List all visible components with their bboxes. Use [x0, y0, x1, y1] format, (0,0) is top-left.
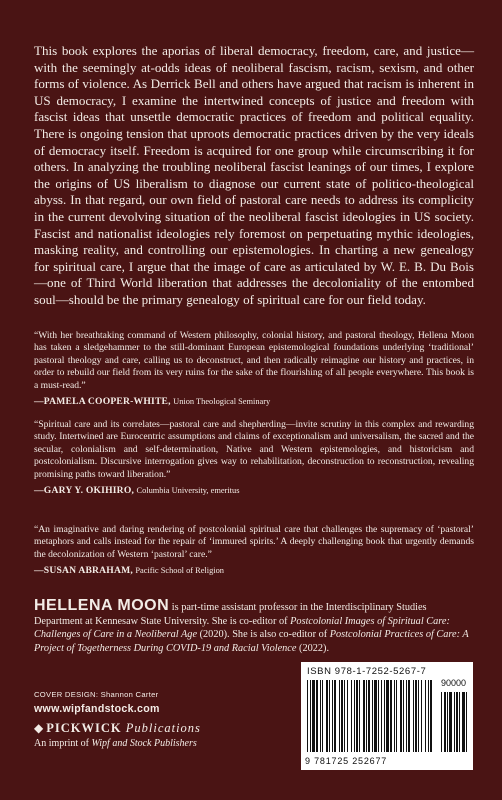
- barcode-bar: [400, 680, 402, 752]
- barcode-bar: [430, 680, 432, 752]
- barcode-bar: [408, 680, 410, 752]
- barcode-bar: [332, 680, 333, 752]
- barcode-bar: [329, 680, 330, 752]
- endorsement-quote: “With her breathtaking command of Western philosophy, colonial history, and pastoral theology, Hellena Moon has taken a sledgehammer to the still-dominant European epistemological foundations underlying ‘traditional’ pastoral theology and care, calling us to deconstruct, and then radically reimagine our history and practices, in order to rebuild our field from its very ruins for the sake of the flourishing of all people everywhere. This book is a must-read.”: [34, 330, 474, 391]
- publisher-name-suffix: Publications: [121, 721, 201, 735]
- barcode-bar: [384, 680, 385, 752]
- barcode-bar: [386, 680, 389, 752]
- author-bio-text: is part-time assistant professor in the Interdisciplinary Studies Department at Kennesaw State University. She is co-editor of: [34, 602, 427, 627]
- endorser: [34, 396, 474, 408]
- barcode-bar: [418, 680, 419, 752]
- barcode-addon-bar: [466, 692, 467, 752]
- barcode-bar: [359, 680, 360, 752]
- barcode-bar: [374, 680, 377, 752]
- barcode-bar: [394, 680, 395, 752]
- barcode-bar: [347, 680, 348, 752]
- book-title-2: Postcolonial Practices of Care: A Project of Togetherness During COVID-19 and Racial Violence: [34, 629, 469, 654]
- barcode-bar: [415, 680, 417, 752]
- barcode-bar: [351, 680, 352, 752]
- endorser-name: —GARY Y. OKIHIRO,: [34, 485, 135, 497]
- barcode-bar: [363, 680, 365, 752]
- isbn-label: ISBN 978-1-7252-5267-7: [307, 666, 427, 677]
- barcode-icon: [305, 680, 469, 756]
- barcode-addon-bar: [462, 692, 465, 752]
- barcode-bar: [421, 680, 422, 752]
- publisher-logo: [34, 721, 254, 736]
- author-name: HELLENA MOON: [34, 597, 170, 614]
- barcode-bar: [312, 680, 315, 752]
- credits: [34, 690, 254, 749]
- endorser: [34, 565, 474, 577]
- endorser-affiliation: Columbia University, emeritus: [136, 486, 240, 496]
- endorser-affiliation: Union Theological Seminary: [173, 397, 271, 407]
- barcode-bar: [307, 680, 308, 752]
- barcode-bar: [316, 680, 318, 752]
- barcode-bar: [334, 680, 336, 752]
- barcode-bar: [366, 680, 367, 752]
- barcode-addon-bar: [447, 692, 448, 752]
- endorser-name: —PAMELA COOPER-WHITE,: [34, 396, 171, 408]
- book-title-1: Postcolonial Images of Spiritual Care: Challenges of Care in a Neoliberal Age: [34, 615, 450, 641]
- imprint-line: [34, 738, 254, 749]
- endorsement-3: [34, 524, 474, 578]
- cover-design-credit: COVER DESIGN: Shannon Carter: [34, 690, 159, 699]
- imprint-publisher: Wipf and Stock Publishers: [91, 738, 197, 749]
- pickwick-logo-icon: ◆: [34, 721, 45, 735]
- barcode-bar: [390, 680, 392, 752]
- price-code: 90000: [441, 678, 467, 688]
- endorsement-quote: “An imaginative and daring rendering of postcolonial spiritual care that challenges the supremacy of ‘pastoral’ metaphors and calls instead for the repair of ‘immured spirits.’ A deeply challenging book that urgently demands the decolonization of Western ‘pastoral’ care.”: [34, 524, 474, 560]
- isbn-barcode: [301, 662, 473, 770]
- endorsement-1: [34, 330, 474, 408]
- publisher-website: www.wipfandstock.com: [34, 703, 160, 715]
- barcode-bar: [344, 680, 345, 752]
- endorsement-quote: “Spiritual care and its correlates—pastoral care and shepherding—invite scrutiny in this complex and rewarding study. Intertwined are Eurocentric assumptions and claims of exceptionalism and universalism, the sacred and the secular, colonialism and self-determination, Native and Western epistemologies, and historicism and postcolonialism. Discursive interrogation gives way to rehabilitation, deconstruction to reconstruction, revealing promising paths toward liberation.”: [34, 419, 474, 480]
- barcode-bar: [320, 680, 321, 752]
- barcode-bar: [413, 680, 414, 752]
- barcode-bar: [403, 680, 404, 752]
- barcode-bar: [425, 680, 426, 752]
- barcode-addon-bar: [444, 692, 446, 752]
- endorser: [34, 485, 474, 497]
- endorsement-2: [34, 419, 474, 497]
- barcode-bar: [406, 680, 407, 752]
- author-bio-text: (2022).: [296, 642, 330, 654]
- barcode-digits: 9 781725 252677: [305, 756, 388, 766]
- barcode-addon-bar: [441, 692, 442, 752]
- barcode-bar: [396, 680, 397, 752]
- barcode-bar: [381, 680, 382, 752]
- endorser-affiliation: Pacific School of Religion: [135, 566, 224, 576]
- barcode-bar: [354, 680, 355, 752]
- barcode-bar: [341, 680, 343, 752]
- barcode-bar: [356, 680, 358, 752]
- imprint-prefix: An imprint of: [34, 738, 92, 749]
- barcode-bar: [326, 680, 328, 752]
- publisher-name: PICKWICK: [46, 721, 122, 735]
- author-bio-text: (2020). She is also co-editor of: [197, 629, 330, 641]
- barcode-bar: [322, 680, 323, 752]
- barcode-addon-bar: [449, 692, 452, 752]
- barcode-bar: [372, 680, 373, 752]
- barcode-bar: [339, 680, 340, 752]
- author-bio: [34, 599, 474, 655]
- barcode-bar: [378, 680, 379, 752]
- barcode-addon-bar: [456, 692, 458, 752]
- barcode-bar: [310, 680, 311, 752]
- book-summary: This book explores the aporias of liberal democracy, freedom, care, and justice—with the seemingly at-odds ideas of neoliberal fascism, racism, sexism, and other forms of violence. As Derrick Bell and others have argued that racism is inherent in US democracy, I examine the intertwined concepts of justice and freedom with fascist ideas that unsettle democratic practices of freedom and political equality. There is ongoing tension that uproots democratic practices driven by the very ideals of democracy itself. Freedom is acquired for one group while circumscribing it for others. In analyzing the troubling neoliberal fascist leanings of our times, I explore the origins of US liberalism to diagnose our current state of politico-theological abyss. In that regard, our own field of pastoral care needs to address its complicity in the current devolving situation of the neoliberal fascist ideologies in US society. Fascist and nationalist ideologies rely foremost on perpetuating mythic ideologies, masking reality, and controlling our epistemologies. In charting a new genealogy for spiritual care, I argue that the image of care as articulated by W. E. B. Du Bois—one of Third World liberation that addresses the decoloniality of the entombed soul—should be the primary genealogy of spiritual care for our field today.: [34, 43, 474, 307]
- barcode-addon-bar: [454, 692, 455, 752]
- barcode-bar: [428, 680, 429, 752]
- endorser-name: —SUSAN ABRAHAM,: [34, 565, 133, 577]
- barcode-addon-bar: [459, 692, 460, 752]
- barcode-bar: [368, 680, 370, 752]
